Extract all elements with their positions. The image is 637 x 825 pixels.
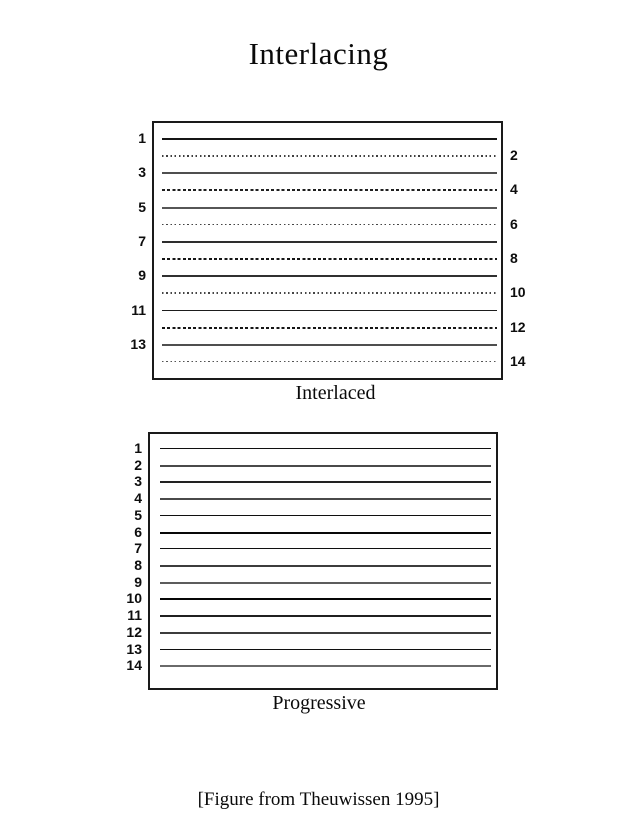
- scan-line-number: 13: [126, 640, 142, 657]
- scan-line-number: 6: [510, 215, 518, 232]
- scan-line-number: 14: [126, 657, 142, 674]
- scan-line: [162, 207, 497, 209]
- interlaced-label: Interlaced: [295, 382, 376, 404]
- scan-line-number: 7: [138, 232, 146, 249]
- scan-line: [160, 515, 491, 516]
- scan-line-number: 4: [134, 490, 142, 507]
- scan-line: [162, 275, 497, 277]
- scan-line: [160, 649, 491, 650]
- scan-line-number: 8: [510, 250, 518, 267]
- scan-line: [160, 498, 491, 500]
- scan-line-number: 3: [138, 164, 146, 181]
- scan-line: [162, 138, 497, 140]
- figure-credit: [Figure from Theuwissen 1995]: [197, 789, 440, 810]
- scan-line: [160, 632, 491, 634]
- scan-line-number: 5: [134, 506, 142, 523]
- scan-line-number: 8: [134, 557, 142, 574]
- scan-line-number: 1: [138, 130, 146, 146]
- scan-line-number: 4: [510, 181, 518, 198]
- scan-line: [162, 310, 497, 311]
- scan-line-number: 7: [134, 540, 142, 557]
- scan-line: [162, 361, 497, 363]
- scan-line: [160, 532, 491, 534]
- scan-line: [160, 615, 491, 617]
- scan-line: [162, 327, 497, 329]
- scan-line-number: 1: [134, 440, 142, 456]
- scan-line-number: 11: [131, 301, 146, 318]
- scan-line-number: 13: [130, 335, 146, 352]
- progressive-label: Progressive: [272, 692, 366, 714]
- scan-line-number: 14: [510, 352, 526, 369]
- scan-line-number: 12: [126, 623, 142, 640]
- scan-line: [162, 258, 497, 260]
- scan-line: [162, 189, 497, 191]
- scan-line: [160, 598, 491, 600]
- scan-line-number: 2: [510, 147, 518, 164]
- scan-line: [160, 548, 491, 549]
- scan-line: [162, 172, 497, 174]
- scan-line-number: 9: [138, 267, 146, 284]
- scan-line: [160, 448, 491, 449]
- scan-line: [162, 224, 497, 226]
- figure-title: Interlacing: [248, 36, 389, 71]
- scan-line-number: 11: [127, 607, 142, 624]
- scan-line-number: 2: [134, 456, 142, 473]
- scan-line-number: 9: [134, 573, 142, 590]
- progressive-scan-box: [126, 432, 498, 690]
- scan-line-number: 10: [510, 284, 526, 301]
- scan-line: [162, 344, 497, 346]
- scan-line: [160, 481, 491, 483]
- scan-line: [162, 241, 497, 243]
- scan-line-number: 12: [510, 318, 526, 335]
- scan-line-number: 10: [126, 590, 142, 607]
- scan-line-number: 6: [134, 523, 142, 540]
- scan-line-number: 5: [138, 198, 146, 215]
- interlaced-scan-box: [130, 121, 526, 380]
- scan-line: [160, 582, 491, 584]
- scan-line: [160, 465, 491, 467]
- scan-line: [162, 292, 497, 294]
- scan-line-number: 3: [134, 473, 142, 490]
- scan-line: [160, 565, 491, 567]
- scan-line: [162, 155, 497, 157]
- scan-line: [160, 665, 491, 667]
